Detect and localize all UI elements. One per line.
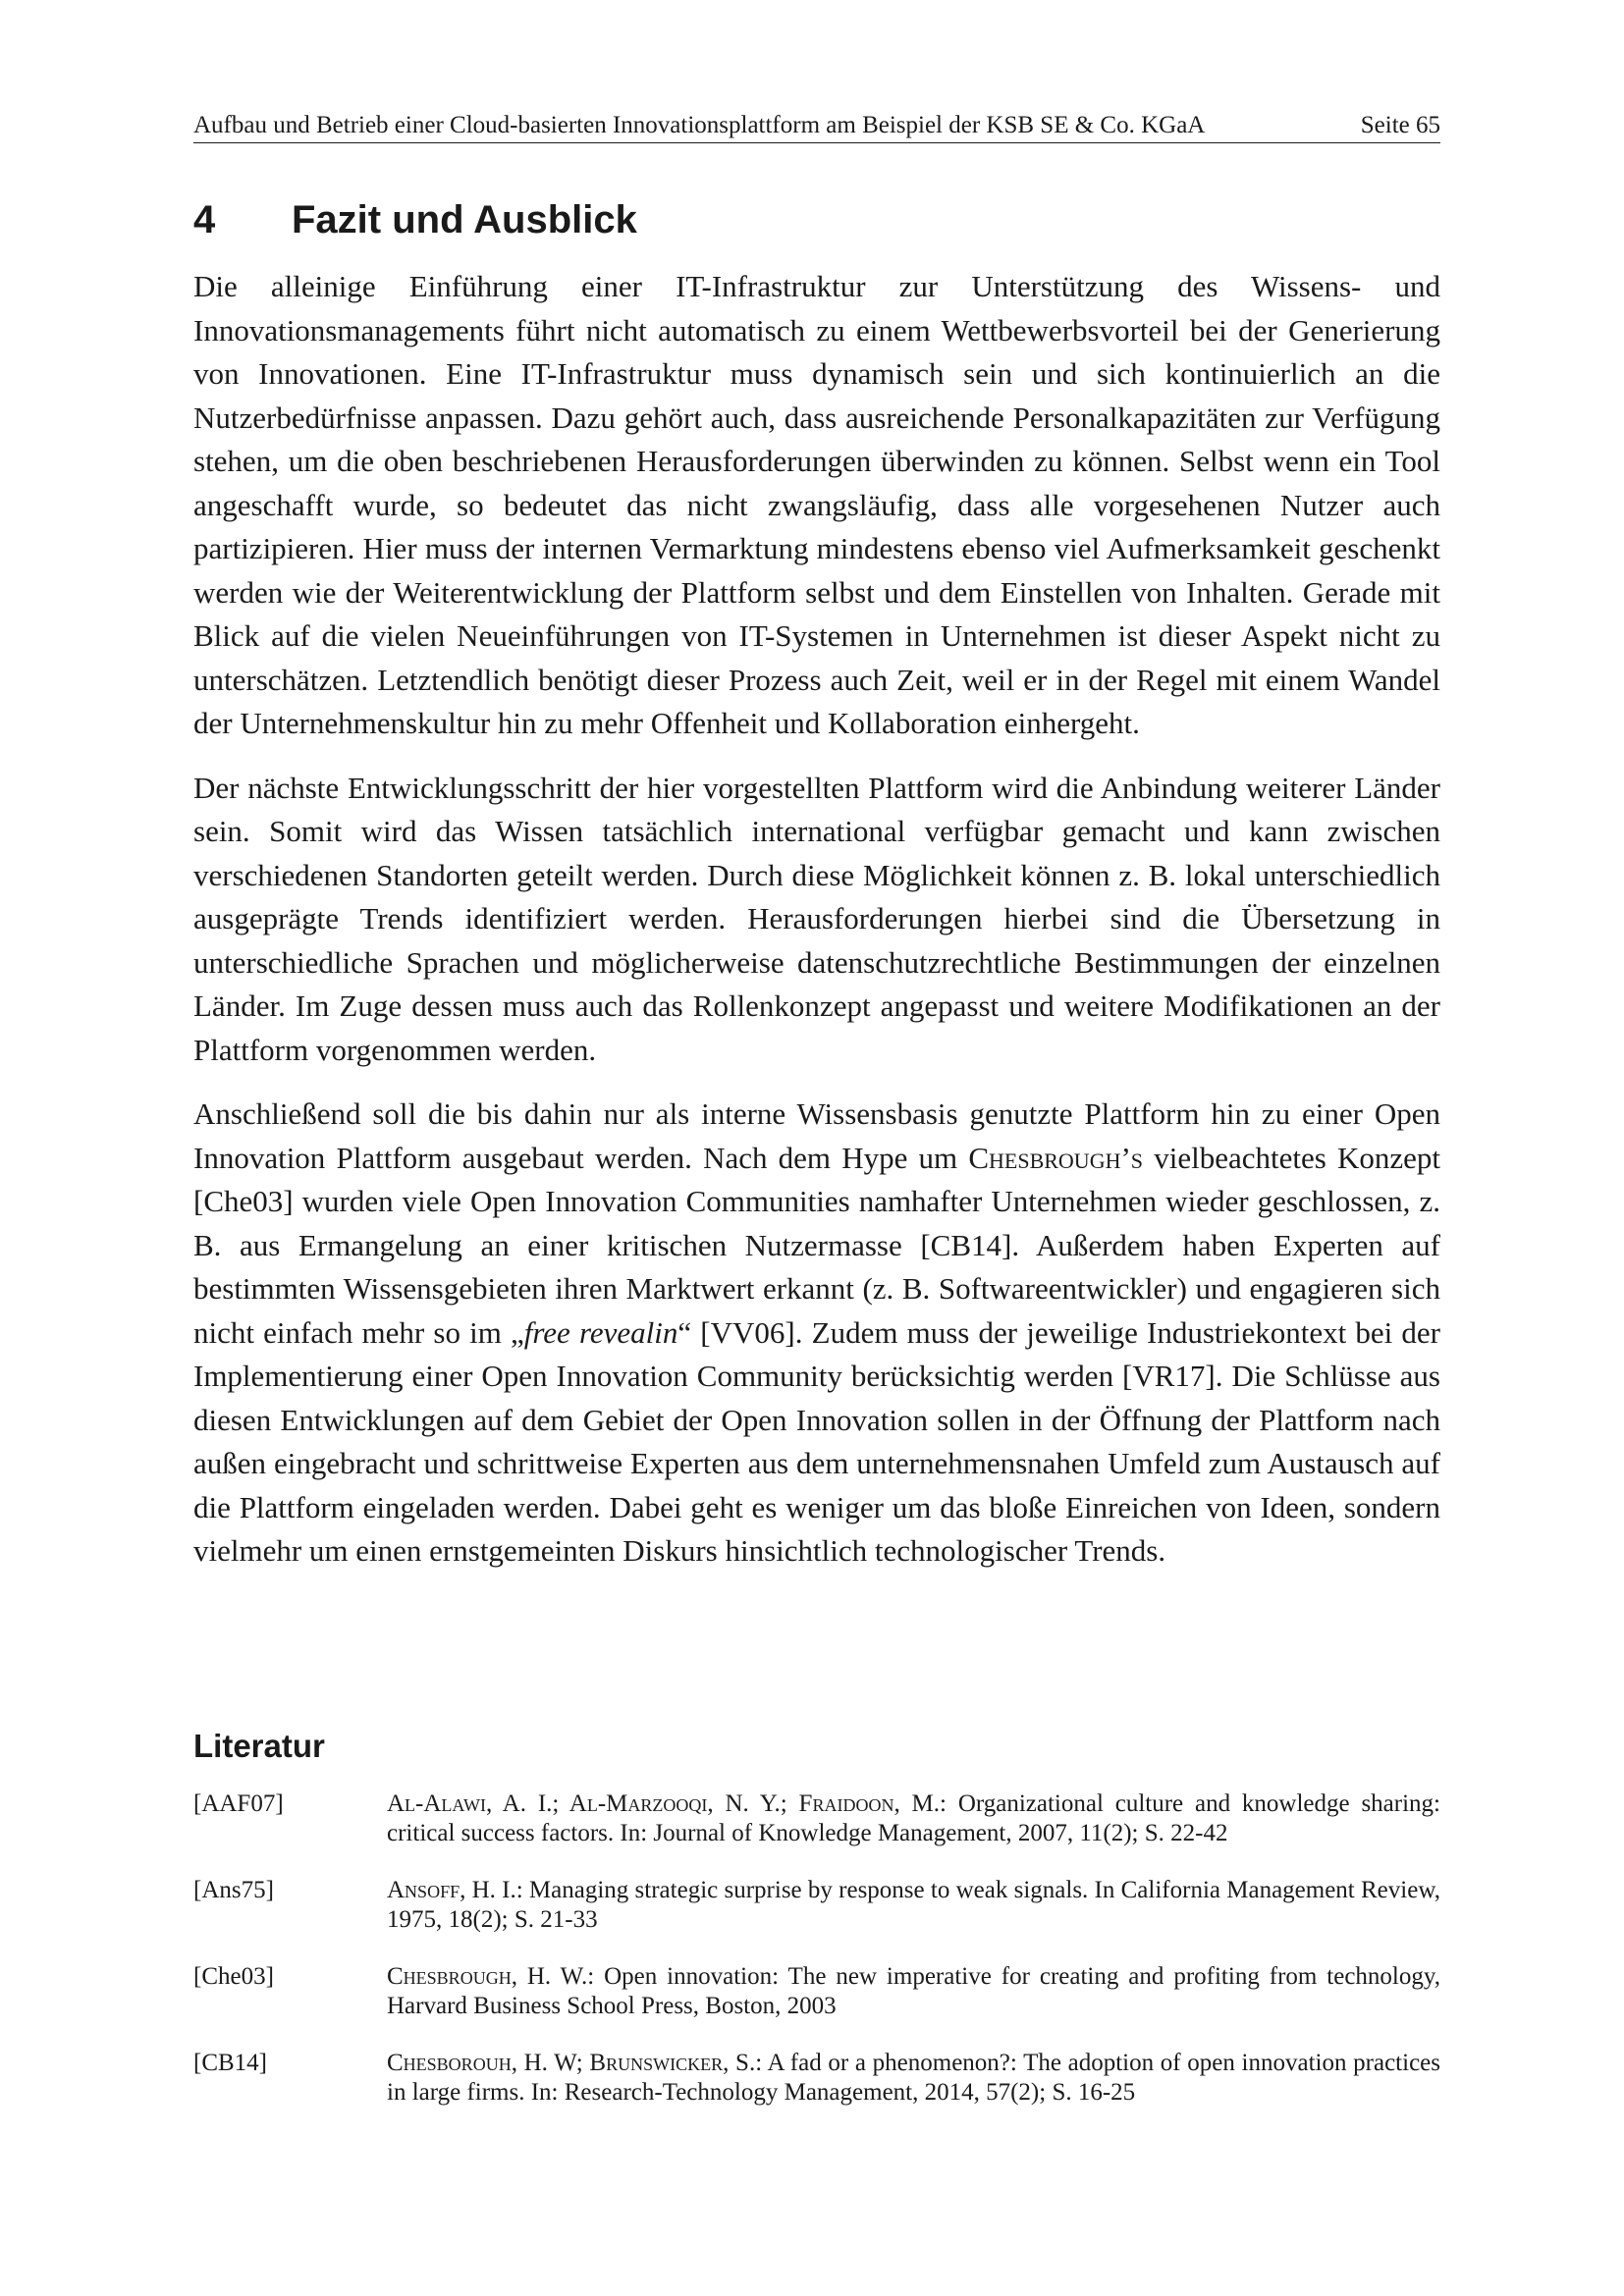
reference-authors: Chesbrough, H. W.	[387, 1963, 588, 1990]
text-run: vielbeachtetes Konzept [Che03] wurden viele Open Innovation Communities namhafter Unternehmen wieder geschlossen, z. B. aus Ermangelung an einer kritischen Nutzermasse [CB14]. Außerdem haben Experten auf bestimmten Wissensgebieten ihren Marktwert erkannt (z. B. Softwareentwickler) und engagieren sich nicht einfach mehr so im „	[193, 1140, 1440, 1350]
reference-text: : Open innovation: The new imperative for creating and profiting from technology, Harvard Business School Press, Boston, 2003	[387, 1963, 1440, 2019]
reference-authors: Al-Alawi, A. I.; Al-Marzooqi, N. Y.; Fraidoon, M.	[387, 1790, 941, 1817]
section-heading	[193, 192, 637, 247]
paragraph	[193, 1093, 1440, 1574]
reference-list	[193, 1789, 1440, 2135]
reference-item	[193, 1789, 1440, 1848]
reference-item	[193, 2049, 1440, 2108]
text-run: “ [VV06]. Zudem muss der jeweilige Industriekontext bei der Implementierung einer Open Innovation Community berücksichtig werden [VR17]. Die Schlüsse aus diesen Entwicklungen auf dem Gebiet der Open Innovation sollen in der Öffnung der Plattform nach außen eingebracht und schrittweise Experten aus dem unternehmensnahen Umfeld zum Austausch auf die Plattform eingeladen werden. Dabei geht es weniger um das bloße Einreichen von Ideen, sondern vielmehr um einen ernstgemeinten Diskurs hinsichtlich technologischer Trends.	[193, 1314, 1440, 1568]
section-number: 4	[193, 198, 216, 241]
page-number: Seite 65	[1360, 112, 1440, 138]
paragraph: Die alleinige Einführung einer IT-Infrastruktur zur Unterstützung des Wissens- und Innovationsmanagements führt nicht automatisch zu einem Wettbewerbsvorteil bei der Generierung von Innovationen. Eine IT-Infrastruktur muss dynamisch sein und sich kontinuierlich an die Nutzerbedürfnisse anpassen. Dazu gehört auch, dass ausreichende Personalkapazitäten zur Verfügung stehen, um die oben beschriebenen Herausforderungen überwinden zu können. Selbst wenn ein Tool angeschafft wurde, so bedeutet das nicht zwangsläufig, dass alle vorgesehenen Nutzer auch partizipieren. Hier muss der internen Vermarktung mindestens ebenso viel Aufmerksamkeit geschenkt werden wie der Weiterentwicklung der Plattform selbst und dem Einstellen von Inhalten. Gerade mit Blick auf die vielen Neueinführungen von IT-Systemen in Unternehmen ist dieser Aspekt nicht zu unterschätzen. Letztendlich benötigt dieser Prozess auch Zeit, weil er in der Regel mit einem Wandel der Unternehmenskultur hin zu mehr Offenheit und Kollaboration einhergeht.	[193, 269, 1440, 740]
references-heading: Literatur	[193, 1728, 325, 1764]
text-run: Anschließend soll die bis dahin nur als interne Wissensbasis genutzte Plattform hin zu einer Open Innovation Plattform ausgebaut werden. Nach dem Hype um	[193, 1096, 1440, 1175]
reference-item	[193, 1876, 1440, 1935]
author-name: Chesbrough’s	[968, 1140, 1144, 1175]
reference-key: [CB14]	[193, 2050, 267, 2076]
body-text	[193, 265, 1440, 1594]
section-title: Fazit und Ausblick	[292, 198, 637, 241]
header-title: Aufbau und Betrieb einer Cloud-basierten Innovationsplattform am Beispiel der KSB SE & Co. KGaA	[193, 112, 1206, 138]
reference-item	[193, 1962, 1440, 2021]
reference-text: : Organizational culture and knowledge sharing: critical success factors. In: Journal of Knowledge Management, 2007, 11(2); S. 22-42	[387, 1790, 1440, 1846]
reference-authors: Chesborouh, H. W; Brunswicker, S.	[387, 2050, 756, 2076]
emphasized-term: free revealin	[523, 1314, 678, 1350]
running-header	[193, 109, 1440, 143]
paragraph: Der nächste Entwicklungsschritt der hier vorgestellten Plattform wird die Anbindung weiterer Länder sein. Somit wird das Wissen tatsächlich international verfügbar gemacht und kann zwischen verschiedenen Standorten geteilt werden. Durch diese Möglichkeit können z. B. lokal unterschiedlich ausgeprägte Trends identifiziert werden. Herausforderungen hierbei sind die Übersetzung in unterschiedliche Sprachen und möglicherweise datenschutzrechtliche Bestimmungen der einzelnen Länder. Im Zuge dessen muss auch das Rollenkonzept angepasst und weitere Modifikationen an der Plattform vorgenommen werden.	[193, 770, 1440, 1067]
reference-text: : A fad or a phenomenon?: The adoption of open innovation practices in large firms. In: Research-Technology Management, 2014, 57(2); S. 16-25	[387, 2050, 1440, 2106]
reference-key: [Ans75]	[193, 1877, 274, 1903]
reference-authors: Ansoff, H. I.	[387, 1877, 516, 1903]
reference-key: [Che03]	[193, 1963, 274, 1990]
reference-key: [AAF07]	[193, 1790, 284, 1817]
reference-text: : Managing strategic surprise by response to weak signals. In California Management Review, 1975, 18(2); S. 21-33	[387, 1877, 1441, 1933]
